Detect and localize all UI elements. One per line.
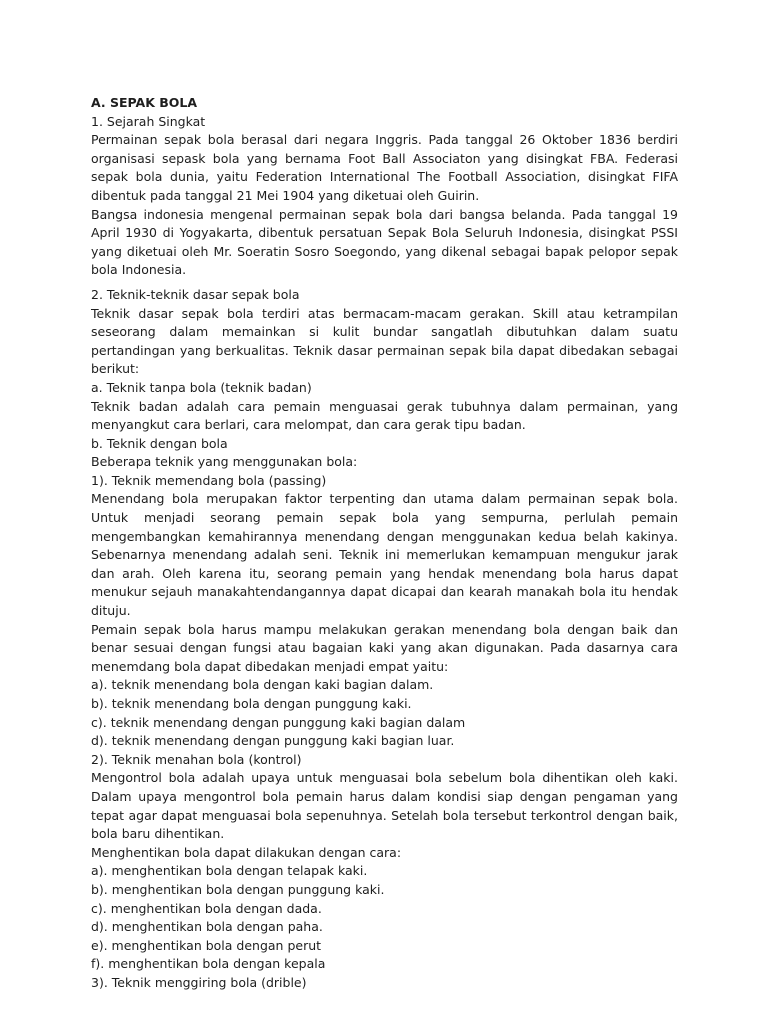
section-history-title: 1. Sejarah Singkat	[91, 113, 206, 129]
list-item: b). menghentikan bola dengan punggung kaki.	[91, 881, 385, 897]
list-item: b). teknik menendang bola dengan punggung kaki.	[91, 696, 412, 711]
paragraph-history-indonesia: Bangsa indonesia mengenal permainan sepak bola dari bangsa belanda. Pada tanggal 19 April 1930 di Yogyakarta, dibentuk persatuan Sepak Bola Seluruh Indonesia, disingkat PSSI yang diketuai oleh Mr. Soeratin Sosro Soegondo, yang dikenal sebagai bapak pelopor sepak bola Indonesia.	[91, 206, 678, 278]
list-item: c). menghentikan bola dengan dada.	[91, 900, 322, 916]
subsection-control: 2). Teknik menahan bola (kontrol)	[91, 751, 302, 767]
subsection-dribble: 3). Teknik menggiring bola (drible)	[91, 974, 307, 990]
list-item: d). teknik menendang dengan punggung kaki bagian luar.	[91, 733, 455, 749]
stopping-intro: Menghentikan bola dapat dilakukan dengan cara:	[91, 844, 402, 860]
list-item: a). teknik menendang bola dengan kaki bagian dalam.	[91, 677, 434, 693]
paragraph-passing: Menendang bola merupakan faktor terpenting dan utama dalam permainan sepak bola. Untuk menjadi seorang pemain sepak bola yang sempurna, perlulah pemain mengembangkan kemahirannya menendang dengan menggunakan kedua belah kakinya. Sebenarnya menendang adalah seni. Teknik ini memerlukan kemampuan mengukur jarak dan arah. Oleh karena itu, seorang pemain yang hendak menendang bola harus dapat menukur sejauh manakahtendangannya dapat dicapai dan kearah manakah bola itu hendak dituju.	[91, 491, 678, 619]
section-techniques-title: 2. Teknik-teknik dasar sepak bola	[91, 286, 300, 302]
document-page	[91, 94, 678, 993]
paragraph-techniques-intro: Teknik dasar sepak bola terdiri atas bermacam-macam gerakan. Skill atau ketrampilan seseorang dalam memainkan si kulit bundar sangatlah dibutuhkan dalam suatu pertandingan yang berkualitas. Teknik dasar permainan sepak bila dapat dibedakan sebagai berikut:	[91, 305, 678, 377]
subsection-without-ball: a. Teknik tanpa bola (teknik badan)	[91, 379, 312, 395]
paragraph-history-origin: Permainan sepak bola berasal dari negara Inggris. Pada tanggal 26 Oktober 1836 berdiri organisasi sepask bola yang bernama Foot Ball Associaton yang disingkat FBA. Federasi sepak bola dunia, yaitu Federation International The Football Association, disingkat FIFA dibentuk pada tanggal 21 Mei 1904 yang diketuai oleh Guirin.	[91, 132, 678, 203]
subsection-passing: 1). Teknik memendang bola (passing)	[91, 472, 327, 488]
subsection-with-ball: b. Teknik dengan bola	[91, 435, 228, 451]
paragraph-body-technique: Teknik badan adalah cara pemain menguasai gerak tubuhnya dalam permainan, yang menyangkut cara berlari, cara melompat, dan cara gerak tipu badan.	[91, 398, 678, 433]
paragraph-kicking-types: Pemain sepak bola harus mampu melakukan gerakan menendang bola dengan baik dan benar sesuai dengan fungsi atau bagaian kaki yang akan digunakan. Pada dasarnya cara menemdang bola dapat dibedakan menjadi empat yaitu:	[91, 621, 678, 674]
paragraph-control: Mengontrol bola adalah upaya untuk menguasai bola sebelum bola dihentikan oleh kaki. Dalam upaya mengontrol bola pemain harus dalam kondisi siap dengan pengaman yang tepat agar dapat menguasai bola sepenuhnya. Setelah bola tersebut terkontrol dengan baik, bola baru dihentikan.	[91, 770, 678, 842]
document-heading: A. SEPAK BOLA	[91, 95, 198, 110]
list-item: d). menghentikan bola dengan paha.	[91, 919, 323, 935]
list-item: e). menghentikan bola dengan perut	[91, 937, 322, 953]
list-item: f). menghentikan bola dengan kepala	[91, 956, 326, 972]
list-item: a). menghentikan bola dengan telapak kaki.	[91, 863, 368, 879]
with-ball-intro: Beberapa teknik yang menggunakan bola:	[91, 454, 358, 470]
list-item: c). teknik menendang dengan punggung kaki bagian dalam	[91, 714, 466, 730]
